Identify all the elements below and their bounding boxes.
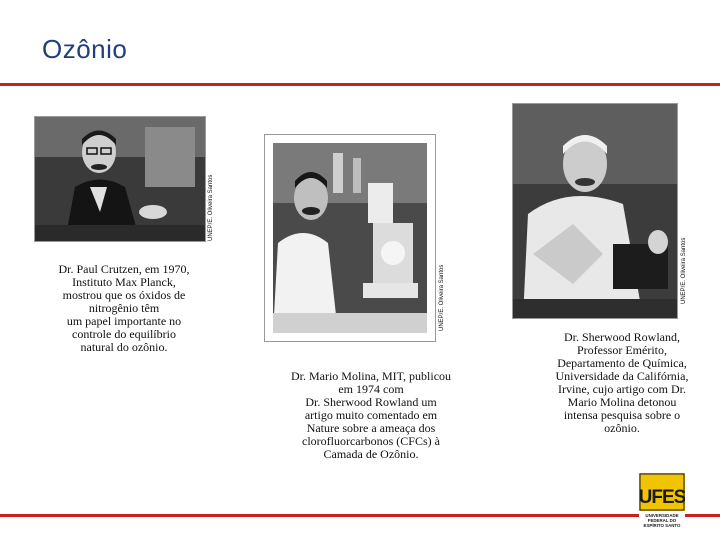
ufes-logo [639,473,685,529]
logo-line: UNIVERSIDADE [645,513,679,518]
photo-rowland [512,103,687,319]
portrait-rowland-image [513,104,677,318]
photo-credit: UNEP/E. Oliveira Santos [439,264,445,331]
photo-credit: UNEP/E. Oliveira Santos [681,237,687,304]
caption-crutzen: Dr. Paul Crutzen, em 1970, Instituto Max Planck, mostrou que os óxidos de nitrogênio têm um papel importante no controle do equilíbrio natural do ozônio. [58,262,190,354]
caption-molina: Dr. Mario Molina, MIT, publicou em 1974 com Dr. Sherwood Rowland um artigo muito comentado em Nature sobre a ameaça dos clorofluorcarbonos (CFCs) à Camada de Ozônio. [290,369,452,461]
photo-credit: UNEP/E. Oliveira Santos [208,174,214,241]
logo-mark: UFES [639,487,685,508]
photo-crutzen [34,116,214,242]
caption-rowland: Dr. Sherwood Rowland, Professor Emérito, Departamento de Química, Universidade da Califórnia, Irvine, cujo artigo com Dr. Mario Molina detonou intensa pesquisa sobre o ozônio. [555,330,689,435]
slide-title: Ozônio [42,34,128,64]
portrait-crutzen-image [35,117,205,241]
photo-molina [264,134,445,342]
logo-line: ESPÍRITO SANTO [643,523,681,528]
top-divider [0,83,720,86]
logo-line: FEDERAL DO [647,518,677,523]
bottom-divider [0,514,720,517]
portrait-molina-image [273,143,427,333]
